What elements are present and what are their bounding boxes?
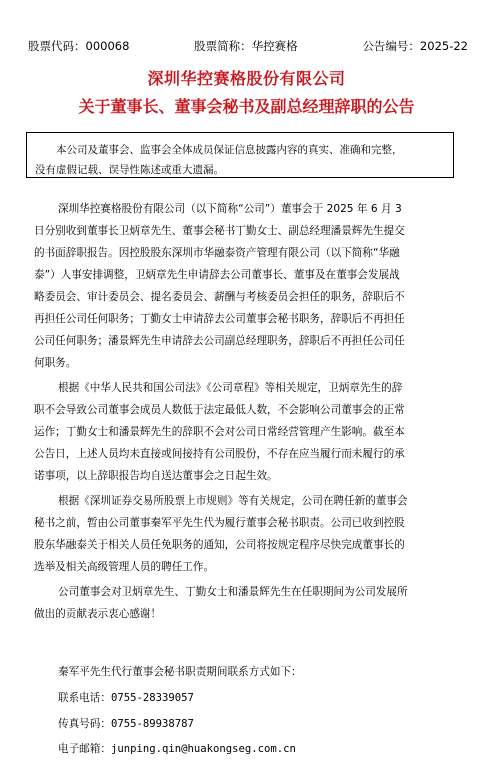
phone-label: 联系电话： [58,692,111,704]
contact-intro: 秦军平先生代行董事会秘书职责期间联系方式如下： [58,666,302,678]
paragraph-thanks [34,581,478,625]
text-line: 何职务。 [34,357,77,369]
contact-email-row [58,741,296,756]
fax-number: 0755-89938787 [110,718,194,730]
text-line: 略委员会、审计委员会、提名委员会、薪酬与考核委员会担任的职务，辞职后不 [34,291,405,303]
paragraph-interim-secretary [34,490,478,578]
text-line: 公告日，上述人员均未直接或间接持有公司股份，不存在应当履行而未履行的承 [34,448,405,460]
stock-name: 股票简称：华控赛格 [194,39,298,53]
text-line: 诺事项，以上辞职报告均自送达董事会之日起生效。 [34,470,278,482]
text-line: 深圳华控赛格股份有限公司（以下简称“公司”）董事会于 2025 年 6 月 3 [58,203,402,215]
email-address: junping.qin@huakongseg.com.cn [110,743,296,755]
fax-label: 传真号码： [58,718,111,730]
text-line: 日分别收到董事长卫炳章先生、董事会秘书丁勤女士、副总经理潘景辉先生提交 [34,225,405,237]
text-line: 股东华融泰关于相关人员任免职务的通知，公司将按规定程序尽快完成董事长的 [34,539,405,551]
contact-fax-row [58,716,194,731]
notice-number: 公告编号：2025-22 [362,39,468,53]
announcement-body [34,198,478,628]
text-line: 运作；丁勤女士和潘景辉先生的辞职不会对公司日常经营管理产生影响。截至本 [34,426,405,438]
text-line: 秘书之前，暂由公司董事秦军平先生代为履行董事会秘书职责。公司已收到控股 [34,517,405,529]
contact-phone-row [58,690,194,705]
header-info [28,38,468,54]
email-label: 电子邮箱： [58,743,111,755]
text-line: 根据《中华人民共和国公司法》《公司章程》等相关规定，卫炳章先生的辞 [58,382,403,394]
phone-number: 0755-28339057 [110,692,194,704]
text-line: 做出的贡献表示衷心感谢！ [34,608,162,620]
stock-code: 股票代码：000068 [28,39,130,53]
text-line: 的书面辞职报告。因控股股东深圳市华融泰资产管理有限公司（以下简称“华融 [34,247,400,259]
text-line: 根据《深圳证券交易所股票上市规则》等有关规定，公司在聘任新的董事会 [58,495,408,507]
text-line: 职不会导致公司董事会成员人数低于法定最低人数，不会影响公司董事会的正常 [34,404,405,416]
disclaimer-line: 没有虚假记载、误导性陈述或重大遗漏。 [35,164,224,176]
text-line: 公司董事会对卫炳章先生、丁勤女士和潘景辉先生在任职期间为公司发展所 [58,586,408,598]
text-line: 选举及相关高级管理人员的聘任工作。 [34,561,215,573]
text-line: 再担任公司任何职务；丁勤女士申请辞去公司董事会秘书职务，辞职后不再担任 [34,313,405,325]
disclaimer-line: 本公司及董事会、监事会全体成员保证信息披露内容的真实、准确和完整， [56,144,403,156]
company-title: 深圳华控赛格股份有限公司 [147,69,346,88]
paragraph-resignations [34,198,478,374]
disclaimer-box [26,132,454,178]
announcement-title: 关于董事长、董事会秘书及副总经理辞职的公告 [78,97,415,116]
text-line: 泰”）人事安排调整，卫炳章先生申请辞去公司董事长、董事及在董事会发展战 [34,269,400,281]
text-line: 公司任何职务；潘景辉先生申请辞去公司副总经理职务，辞职后不再担任公司任 [34,335,405,347]
paragraph-legal-basis [34,377,478,487]
